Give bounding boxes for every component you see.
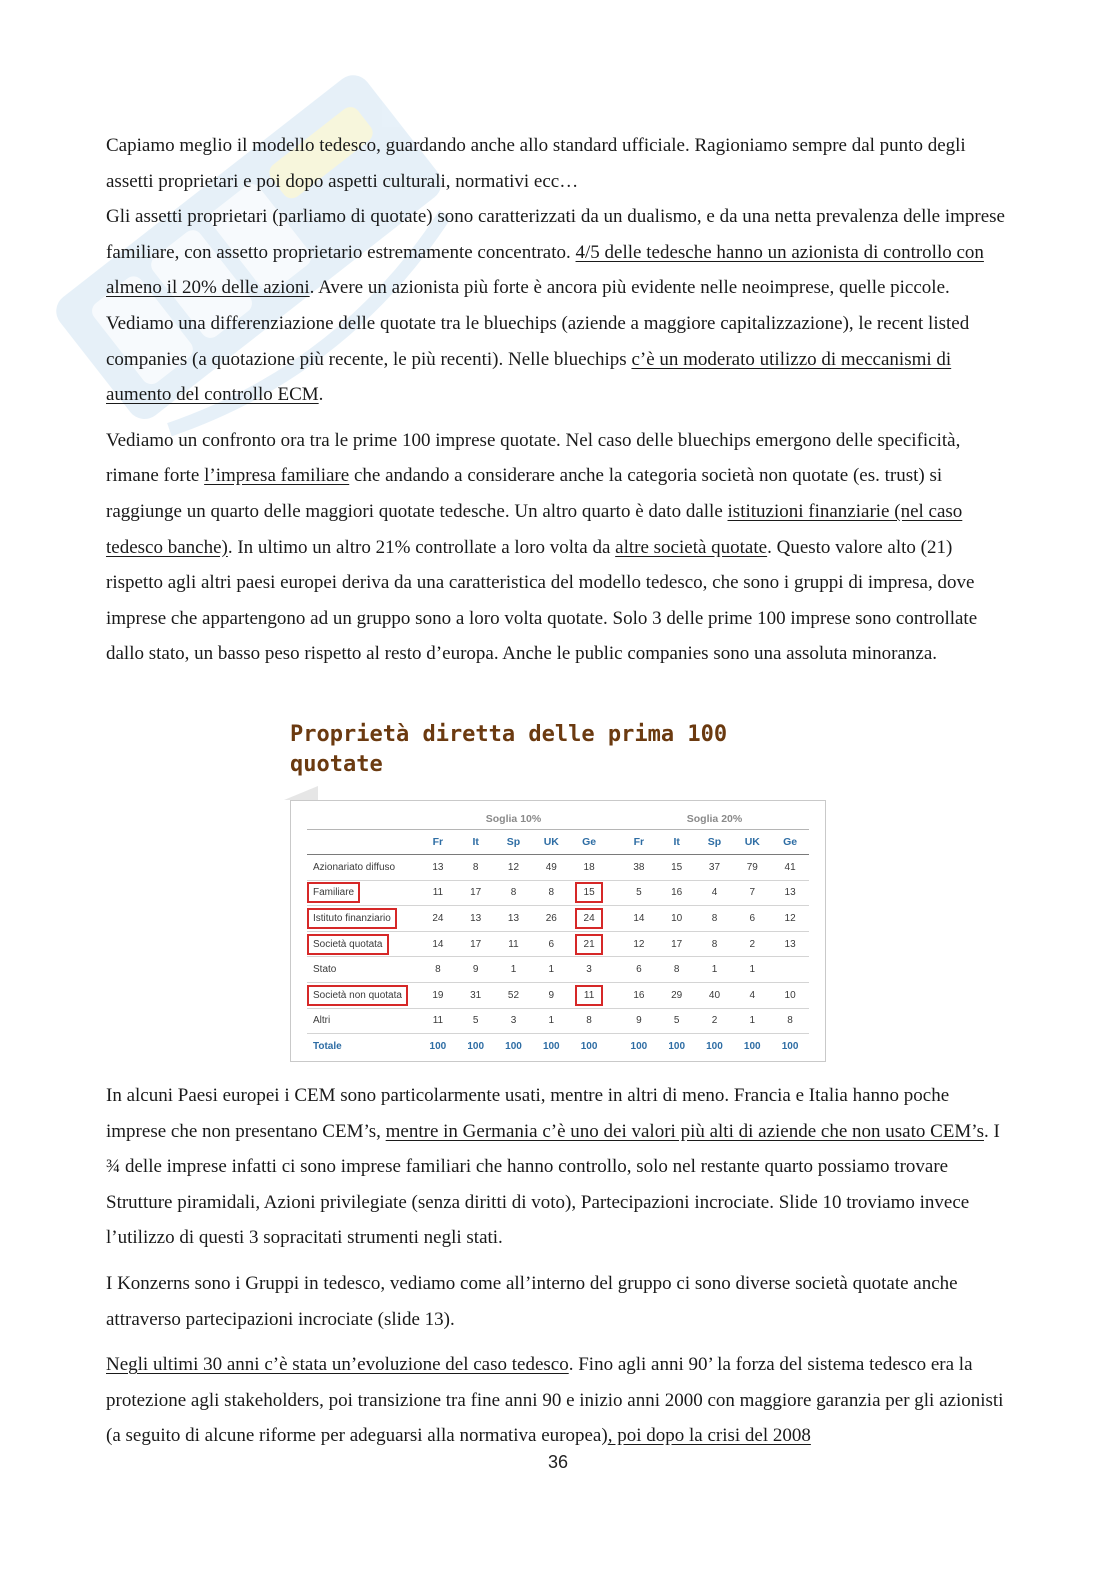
table-cell-left: [532, 957, 570, 983]
cell-value: 2: [749, 938, 756, 950]
table-cell-right: [733, 855, 771, 881]
table-cell-right: [620, 880, 658, 906]
table-cell-right: [771, 982, 809, 1008]
table-cell-right: [733, 880, 771, 906]
table-cell-left: [495, 957, 533, 983]
text-run: che andando a considerare anche la categoria società non quotate (es. trust) si raggiunge un quarto delle maggiori quotate tedesche. Un altro quarto è dato dalle: [106, 465, 943, 522]
underlined-text: mentre in Germania c’è uno dei valori più alti di aziende che non usato CEM’s: [385, 1120, 984, 1142]
table-cell-left: [495, 880, 533, 906]
text-run: Gli assetti proprietari (parliamo di quotate) sono caratterizzati da un dualismo, e da una netta prevalenza delle imprese familiare, con assetto proprietario estremamente concentrato.: [106, 206, 1005, 263]
table-cell-right: [771, 1034, 809, 1059]
table-cell-right: [771, 1008, 809, 1034]
table-cell-right: [620, 855, 658, 881]
cell-value: 6: [749, 912, 756, 924]
table-cell-left: [495, 855, 533, 881]
text-run: . Fino agli anni 90’ la forza del sistema tedesco era la protezione agli stakeholders, poi transizione tra fine anni 90 e inizio anni 2000 con maggiore garanzia per gli azionisti (a seguito di alcune riforme per adeguarsi alla normativa europea): [106, 1354, 1004, 1447]
cell-value: 100: [630, 1040, 648, 1052]
table-cell-left: [419, 1034, 457, 1059]
table-row: [307, 957, 809, 983]
cell-value: 12: [784, 912, 796, 924]
text-run: . In ultimo un altro 21% controllate a loro volta da: [227, 536, 616, 558]
table-cell-left: [570, 931, 608, 957]
cell-value: 100: [743, 1040, 761, 1052]
column-header-right: Ge: [771, 830, 809, 855]
underlined-text: 4/5 delle tedesche hanno un azionista di controllo con almeno il 20% delle azioni: [106, 241, 984, 299]
page-number: 36: [547, 1452, 569, 1472]
cell-value: 9: [548, 989, 555, 1001]
cell-value: 31: [470, 989, 482, 1001]
table-cell-left: [495, 982, 533, 1008]
cell-value: 6: [636, 964, 642, 976]
cell-value: 11: [432, 1015, 444, 1027]
table-cell-right: [620, 906, 658, 932]
cell-value: 14: [432, 938, 444, 950]
underlined-text: , poi dopo la crisi del 2008: [607, 1425, 811, 1447]
table-cell-left: [495, 1034, 533, 1059]
cell-value: 17: [470, 938, 482, 950]
cell-value: 100: [429, 1040, 447, 1052]
row-label: Stato: [313, 964, 337, 976]
row-label: Familiare: [307, 882, 360, 903]
cell-value: [776, 963, 804, 973]
table-gap: [608, 957, 620, 983]
figure-title-line2: quotate: [290, 752, 383, 777]
table-gap: [608, 1008, 620, 1034]
table-cell-right: [733, 1008, 771, 1034]
row-label: Istituto finanziario: [307, 908, 397, 929]
cell-value: 2: [711, 1015, 718, 1027]
table-cell-left: [570, 1034, 608, 1059]
table-cell-left: [457, 957, 495, 983]
table-cell-right: [771, 957, 809, 983]
cell-value: 100: [542, 1040, 560, 1052]
cell-value: 1: [548, 964, 555, 976]
cell-value: 52: [507, 989, 520, 1001]
column-header-left: UK: [532, 830, 570, 855]
paragraph-konzerns: [106, 1266, 1006, 1337]
table-column-header: [307, 830, 809, 855]
table-cell-right: [658, 957, 696, 983]
cell-value: 5: [636, 887, 642, 899]
text-run: Capiamo meglio il modello tedesco, guardando anche allo standard ufficiale. Ragioniamo sempre dal punto degli assetti proprietari e poi dopo aspetti culturali, normativi ecc…: [106, 135, 966, 192]
table-cell-right: [771, 855, 809, 881]
cell-value: 1: [510, 964, 517, 976]
cell-value: 17: [470, 887, 482, 899]
text-run: Vediamo un confronto ora tra le prime 100 imprese quotate. Nel caso delle bluechips emergono delle specificità, rimane forte: [106, 429, 961, 487]
table-cell-left: [457, 855, 495, 881]
cell-value: 49: [545, 861, 557, 873]
table-cell-left: [419, 982, 457, 1008]
table-cell-right: [733, 957, 771, 983]
cell-value: 8: [510, 887, 517, 899]
table-cell-left: [457, 906, 495, 932]
underlined-text: c’è un moderato utilizzo di meccanismi di aumento del controllo ECM: [106, 348, 952, 406]
table-cell-right: [620, 1034, 658, 1059]
cell-value: 3: [510, 1015, 517, 1027]
cell-value: 8: [711, 912, 718, 924]
table-cell-left: [570, 855, 608, 881]
text-run: In alcuni Paesi europei i CEM sono particolarmente usati, mentre in altri di meno. Francia e Italia hanno poche imprese che non presentano CEM’s,: [106, 1085, 950, 1142]
table-cell-left: [419, 931, 457, 957]
page-content: [106, 128, 1006, 672]
cell-value: 24: [432, 912, 444, 924]
table-cell-right: [658, 880, 696, 906]
row-label: Totale: [313, 1040, 342, 1052]
table-cell-right: [658, 855, 696, 881]
cell-value: 4: [749, 989, 756, 1001]
cell-value: 24: [575, 908, 603, 929]
column-header-right: Sp: [696, 830, 734, 855]
cell-value: 100: [467, 1040, 485, 1052]
cell-value: 19: [432, 989, 444, 1001]
table-cell-right: [658, 906, 696, 932]
table-row: [307, 1008, 809, 1034]
table-cell-right: [733, 931, 771, 957]
group-header-right: Soglia 20%: [686, 813, 743, 825]
table-gap: [608, 880, 620, 906]
table-cell-right: [620, 957, 658, 983]
ownership-table-frame: [290, 800, 826, 1062]
cell-value: 13: [432, 861, 444, 873]
paragraph-intro: [106, 128, 1006, 199]
cell-value: 8: [673, 964, 680, 976]
table-row: [307, 906, 809, 932]
slide-corner-fold: [284, 786, 318, 800]
cell-value: 100: [706, 1040, 723, 1052]
cell-value: 41: [784, 861, 796, 873]
table-cell-right: [771, 906, 809, 932]
row-label-cell: [307, 880, 419, 906]
table-body: [307, 855, 809, 1059]
cell-value: 9: [636, 1015, 642, 1027]
table-cell-right: [620, 982, 658, 1008]
table-cell-right: [620, 931, 658, 957]
cell-value: 40: [708, 989, 721, 1001]
table-cell-right: [658, 982, 696, 1008]
underlined-text: l’impresa familiare: [204, 465, 350, 487]
cell-value: 11: [432, 887, 444, 899]
table-cell-left: [532, 1008, 570, 1034]
row-label-cell: [307, 855, 419, 881]
column-header-right: Fr: [620, 830, 658, 855]
cell-value: 5: [673, 1015, 680, 1027]
table-cell-right: [696, 1008, 734, 1034]
cell-value: 29: [671, 989, 683, 1001]
table-row: [307, 880, 809, 906]
cell-value: 10: [784, 989, 796, 1001]
cell-value: 1: [711, 964, 718, 976]
text-run: . Questo valore alto (21) rispetto agli altri paesi europei deriva da una caratteristica del modello tedesco, che sono i gruppi di impresa, dove imprese che appartengono ad un gruppo sono a loro volta quotate. Solo 3 delle prime 100 imprese sono controllate dallo stato, un basso peso rispetto al resto d’europa. Anche le public companies sono una assoluta minoranza.: [106, 536, 978, 665]
table-cell-left: [570, 1008, 608, 1034]
cell-value: 100: [580, 1040, 598, 1052]
cell-value: 11: [575, 985, 603, 1006]
row-label-cell: [307, 931, 419, 957]
page-content-bottom: [106, 1078, 1006, 1454]
table-cell-left: [532, 855, 570, 881]
column-header-left: Fr: [419, 830, 457, 855]
table-cell-left: [419, 880, 457, 906]
table-cell-left: [570, 906, 608, 932]
figure-title-line1: Proprietà diretta delle prima 100: [290, 722, 728, 747]
cell-value: 7: [749, 887, 756, 899]
table-cell-left: [419, 855, 457, 881]
cell-value: 4: [711, 887, 718, 899]
cell-value: 12: [633, 938, 645, 950]
table-cell-left: [495, 931, 533, 957]
row-label: Azionariato diffuso: [313, 861, 396, 873]
table-cell-left: [457, 880, 495, 906]
table-cell-right: [696, 855, 734, 881]
ownership-table: [307, 809, 809, 1059]
cell-value: 16: [671, 887, 683, 899]
cell-value: 10: [671, 912, 683, 924]
cell-value: 1: [749, 964, 756, 976]
cell-value: 8: [472, 861, 479, 873]
table-cell-left: [419, 1008, 457, 1034]
table-row: [307, 982, 809, 1008]
table-cell-left: [532, 931, 570, 957]
cell-value: 1: [749, 1015, 756, 1027]
row-label-cell: [307, 982, 419, 1008]
table-cell-right: [658, 931, 696, 957]
cell-value: 11: [508, 938, 519, 950]
table-gap: [608, 906, 620, 932]
table-cell-left: [419, 957, 457, 983]
table-cell-left: [532, 880, 570, 906]
row-label-cell: [307, 906, 419, 932]
table-cell-right: [696, 1034, 734, 1059]
table-cell-right: [771, 880, 809, 906]
table-cell-left: [532, 982, 570, 1008]
figure-title: [290, 720, 830, 780]
underlined-text: altre società quotate: [615, 536, 768, 558]
row-label-cell: [307, 1008, 419, 1034]
cell-value: 15: [671, 861, 683, 873]
table-cell-left: [457, 931, 495, 957]
group-header-left: Soglia 10%: [485, 813, 542, 825]
paragraph-top100: [106, 423, 1006, 672]
column-header-left: Sp: [495, 830, 533, 855]
cell-value: 8: [586, 1015, 592, 1027]
table-gap: [608, 830, 620, 855]
cell-value: 13: [784, 938, 796, 950]
table-cell-left: [495, 1008, 533, 1034]
table-cell-left: [457, 1008, 495, 1034]
table-cell-right: [620, 1008, 658, 1034]
underlined-text: istituzioni finanziarie (nel caso tedesco banche): [106, 500, 963, 558]
table-gap: [608, 931, 620, 957]
cell-value: 13: [507, 912, 520, 924]
cell-value: 13: [784, 887, 796, 899]
table-cell-left: [570, 957, 608, 983]
table-cell-left: [570, 982, 608, 1008]
text-run: . Avere un azionista più forte è ancora più evidente nelle neoimprese, quelle piccole. Vediamo una differenziazione delle quotate tra le bluechips (aziende a maggiore capitalizzazione), le recent listed companies (a quotazione più recente, le più recenti). Nelle bluechips: [106, 277, 970, 370]
column-header-right: It: [658, 830, 696, 855]
table-cell-left: [532, 906, 570, 932]
column-header-left: Ge: [570, 830, 608, 855]
cell-value: 12: [507, 861, 520, 873]
cell-value: 17: [671, 938, 683, 950]
table-cell-right: [658, 1034, 696, 1059]
cell-value: 37: [708, 861, 721, 873]
table-cell-left: [532, 1034, 570, 1059]
column-header-left: It: [457, 830, 495, 855]
cell-value: 5: [472, 1015, 479, 1027]
table-cell-right: [696, 982, 734, 1008]
cell-value: 100: [668, 1040, 686, 1052]
table-gap: [608, 855, 620, 881]
paragraph-ownership: [106, 199, 1006, 413]
row-label: Società quotata: [307, 934, 389, 955]
cell-value: 15: [575, 882, 603, 903]
row-label: Società non quotata: [307, 985, 408, 1006]
table-cell-right: [733, 982, 771, 1008]
cell-value: 26: [545, 912, 557, 924]
table-row: [307, 1034, 809, 1059]
cell-value: 100: [505, 1040, 522, 1052]
table-cell-left: [457, 1034, 495, 1059]
text-run: I Konzerns sono i Gruppi in tedesco, vediamo come all’interno del gruppo ci sono diverse società quotate anche attraverso partecipazioni incrociate (slide 13).: [106, 1272, 958, 1330]
cell-value: 16: [633, 989, 645, 1001]
cell-value: 1: [548, 1015, 555, 1027]
cell-value: 8: [435, 964, 441, 976]
table-cell-right: [696, 931, 734, 957]
cell-value: 8: [711, 938, 718, 950]
row-label-cell: [307, 1034, 419, 1059]
table-gap: [608, 1034, 620, 1059]
table-gap: [608, 809, 620, 830]
underlined-text: Negli ultimi 30 anni c’è stata un’evoluzione del caso tedesco: [106, 1354, 569, 1376]
ownership-figure: [290, 720, 830, 1052]
table-cell-right: [696, 880, 734, 906]
cell-value: 9: [472, 964, 479, 976]
table-cell-right: [658, 1008, 696, 1034]
table-corner: [307, 809, 419, 830]
table-cell-left: [419, 906, 457, 932]
cell-value: 3: [586, 964, 592, 976]
table-cell-right: [771, 931, 809, 957]
row-label-cell: [307, 957, 419, 983]
text-run: . I ¾ delle imprese infatti ci sono imprese familiari che hanno controllo, solo nel restante quarto possiamo trovare Strutture piramidali, Azioni privilegiate (senza diritti di voto), Partecipazioni incrociate. Slide 10 troviamo invece l’utilizzo di questi 3 sopracitati strumenti negli stati.: [106, 1120, 1000, 1249]
table-cell-left: [457, 982, 495, 1008]
column-header-right: UK: [733, 830, 771, 855]
cell-value: 8: [548, 887, 555, 899]
table-row: [307, 855, 809, 881]
table-corner: [307, 830, 419, 855]
cell-value: 8: [787, 1015, 793, 1027]
cell-value: 14: [633, 912, 645, 924]
cell-value: 21: [575, 934, 603, 955]
table-group-header: [307, 809, 809, 830]
cell-value: 38: [633, 861, 645, 873]
table-cell-right: [733, 1034, 771, 1059]
cell-value: 18: [583, 861, 595, 873]
cell-value: 100: [781, 1040, 799, 1052]
paragraph-evolution: [106, 1347, 1006, 1454]
paragraph-cem: [106, 1078, 1006, 1256]
table-cell-right: [733, 906, 771, 932]
table-cell-right: [696, 957, 734, 983]
table-row: [307, 931, 809, 957]
cell-value: 13: [470, 912, 482, 924]
cell-value: 79: [746, 861, 758, 873]
cell-value: 6: [548, 938, 555, 950]
table-cell-right: [696, 906, 734, 932]
table-cell-left: [495, 906, 533, 932]
table-cell-left: [570, 880, 608, 906]
table-gap: [608, 982, 620, 1008]
text-run: .: [318, 384, 324, 406]
row-label: Altri: [313, 1015, 331, 1027]
